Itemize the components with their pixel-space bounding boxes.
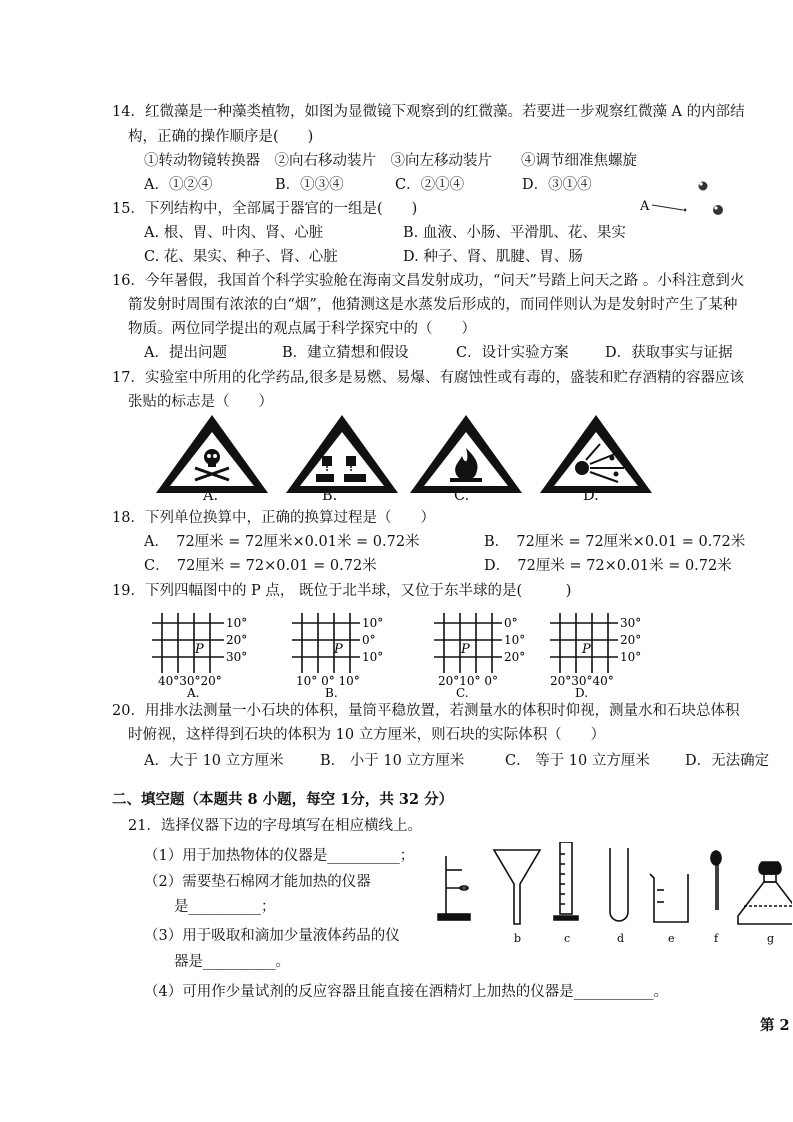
q21-stem: 21．选择仪器下边的字母填写在相应横线上。 xyxy=(128,818,422,834)
grid-c-point-p: P xyxy=(461,642,470,657)
q16-line2: 箭发射时周围有浓浓的白“烟”，他猜测这是水蒸发后形成的，而同伴则认为是发射时产生了某种 xyxy=(128,297,738,313)
algae-a-dot xyxy=(684,209,687,212)
label-pointer-line xyxy=(652,205,683,210)
grid-c-lon: 20°10° 0° xyxy=(438,674,498,688)
q21-part-2a: （2）需要垫石棉网才能加热的仪器 xyxy=(144,874,371,890)
grid-c-lat-2: 10° xyxy=(504,633,526,647)
q14-steps: ①转动物镜转换器 ②向右移动装片 ③向左移动装片 ④调节细准焦螺旋 xyxy=(144,153,637,169)
grid-d-lon: 20°30°40° xyxy=(550,674,614,688)
q18-stem: 18．下列单位换算中，正确的换算过程是（ ） xyxy=(112,510,435,526)
measuring-cylinder-icon xyxy=(554,842,578,920)
alcohol-lamp-icon xyxy=(738,862,792,924)
q21-part-1: （1）用于加热物体的仪器是__________； xyxy=(144,848,415,864)
funnel-icon xyxy=(494,850,540,924)
q16-option-a: A．提出问题 xyxy=(144,345,227,361)
q17-label-d: D. xyxy=(583,488,599,504)
apparatus-label-g: g xyxy=(767,932,775,945)
grid-d-lat-2: 20° xyxy=(620,633,642,647)
q20-line2: 时俯视，这样得到石块的体积为 10 立方厘米，则石块的实际体积（ ） xyxy=(128,727,606,743)
grid-b-lat-1: 10° xyxy=(362,616,384,630)
grid-a-lon: 40°30°20° xyxy=(158,674,222,688)
corrosive-sign-icon xyxy=(286,415,398,493)
q21-part-4: （4）可用作少量试剂的反应容器且能直接在酒精灯上加热的仪器是___________。 xyxy=(144,984,668,1000)
q15-option-d: D. 种子、肾、肌腱、胃、肠 xyxy=(403,249,583,265)
grid-d-lat-1: 30° xyxy=(620,616,642,630)
apparatus-label-b: b xyxy=(514,932,522,945)
q15-option-a: A. 根、胃、叶肉、肾、心脏 xyxy=(144,225,324,241)
grid-b-label: B. xyxy=(325,686,338,697)
toxic-sign-icon xyxy=(156,415,268,493)
q18-option-c: C． 72厘米 = 72×0.01 = 0.72米 xyxy=(144,558,377,574)
q21-part-3b: 器是__________。 xyxy=(174,954,290,970)
q20-option-c: C． 等于 10 立方厘米 xyxy=(505,753,650,769)
apparatus-label-f: f xyxy=(714,932,719,945)
grid-map-b xyxy=(292,613,383,697)
q15-stem: 15．下列结构中，全部属于器官的一组是( ) xyxy=(112,201,418,217)
q14-line1: 14．红微藻是一种藻类植物，如图为显微镜下观察到的红微藻。若要进一步观察红微藻 A 的内部结 xyxy=(112,104,745,120)
grid-a-lat-2: 20° xyxy=(226,633,248,647)
grid-c-label: C. xyxy=(456,686,469,697)
q14-line2: 构，正确的操作顺序是( ) xyxy=(128,129,314,145)
beaker-icon xyxy=(650,874,688,922)
q14-option-c: C．②①④ xyxy=(395,177,465,193)
grid-map-d xyxy=(550,613,641,697)
q14-option-b: B．①③④ xyxy=(275,177,344,193)
q18-option-a: A． 72厘米 = 72厘米×0.01米 = 0.72米 xyxy=(144,534,420,550)
grid-b-lon: 10° 0° 10° xyxy=(296,674,360,688)
grid-d-lat-3: 10° xyxy=(620,650,642,664)
latitude-longitude-grids xyxy=(150,605,680,697)
grid-d-label: D. xyxy=(575,686,589,697)
iron-stand-icon xyxy=(438,856,470,920)
grid-a-point-p: P xyxy=(195,642,204,657)
test-tube-icon xyxy=(610,848,628,921)
q14-option-a: A．①②④ xyxy=(144,177,213,193)
algae-cell-top xyxy=(699,182,708,191)
algae-cell-right xyxy=(713,205,723,215)
grid-map-a xyxy=(152,613,247,697)
q21-part-3a: （3）用于吸取和滴加少量液体药品的仪 xyxy=(144,928,400,944)
section-2-title: 二、填空题（本题共 8 小题，每空 1分，共 32 分） xyxy=(112,791,454,808)
red-algae-micrograph xyxy=(630,170,745,225)
q19-stem: 19．下列四幅图中的 P 点， 既位于北半球，又位于东半球的是( ) xyxy=(112,583,572,599)
q16-option-d: D．获取事实与证据 xyxy=(605,345,733,361)
grid-a-lat-3: 30° xyxy=(226,650,248,664)
q15-option-b: B. 血液、小肠、平滑肌、花、果实 xyxy=(403,225,626,241)
q16-line3: 物质。两位同学提出的观点属于科学探究中的（ ） xyxy=(128,321,476,337)
q17-label-b: B. xyxy=(322,488,338,504)
q16-option-c: C．设计实验方案 xyxy=(456,345,569,361)
dropper-icon xyxy=(711,851,721,910)
grid-c-lat-1: 0° xyxy=(504,616,518,630)
q17-label-c: C. xyxy=(454,488,470,504)
q20-option-d: D．无法确定 xyxy=(685,753,770,769)
algae-label-a: A xyxy=(640,199,650,214)
q20-option-a: A．大于 10 立方厘米 xyxy=(144,753,284,769)
page-number: 第 2 xyxy=(760,1017,790,1034)
q18-option-b: B． 72厘米 = 72厘米×0.01 = 0.72米 xyxy=(484,534,746,550)
lab-apparatus-figure xyxy=(432,842,792,950)
apparatus-label-c: c xyxy=(564,932,571,945)
explosive-sign-icon xyxy=(540,415,652,493)
q15-option-c: C. 花、果实、种子、肾、心脏 xyxy=(144,249,338,265)
q16-line1: 16．今年暑假，我国首个科学实验舱在海南文昌发射成功，“问天”号踏上问天之路 。小科注意到火 xyxy=(112,273,745,289)
grid-map-c xyxy=(434,613,525,697)
q17-label-a: A. xyxy=(203,488,219,504)
q17-line2: 张贴的标志是（ ） xyxy=(128,394,273,410)
grid-c-lat-3: 20° xyxy=(504,650,526,664)
q16-option-b: B．建立猜想和假设 xyxy=(282,345,409,361)
grid-d-point-p: P xyxy=(582,642,591,657)
flammable-sign-icon xyxy=(410,415,522,493)
q18-option-d: D． 72厘米 = 72×0.01米 = 0.72米 xyxy=(484,558,732,574)
grid-b-lat-3: 10° xyxy=(362,650,384,664)
q20-line1: 20．用排水法测量一小石块的体积，量筒平稳放置，若测量水的体积时仰视，测量水和石块总体积 xyxy=(112,703,740,719)
grid-b-lat-2: 0° xyxy=(362,633,376,647)
apparatus-label-e: e xyxy=(668,932,675,945)
q20-option-b: B． 小于 10 立方厘米 xyxy=(320,753,465,769)
q14-option-d: D．③①④ xyxy=(522,177,592,193)
grid-a-label: A. xyxy=(187,686,200,697)
grid-a-lat-1: 10° xyxy=(226,616,248,630)
q21-part-2b: 是__________； xyxy=(174,899,276,915)
grid-b-point-p: P xyxy=(334,642,343,657)
apparatus-label-d: d xyxy=(617,932,625,945)
q17-line1: 17．实验室中所用的化学药品,很多是易燃、易爆、有腐蚀性或有毒的，盛装和贮存酒精的容器应该 xyxy=(112,370,745,386)
